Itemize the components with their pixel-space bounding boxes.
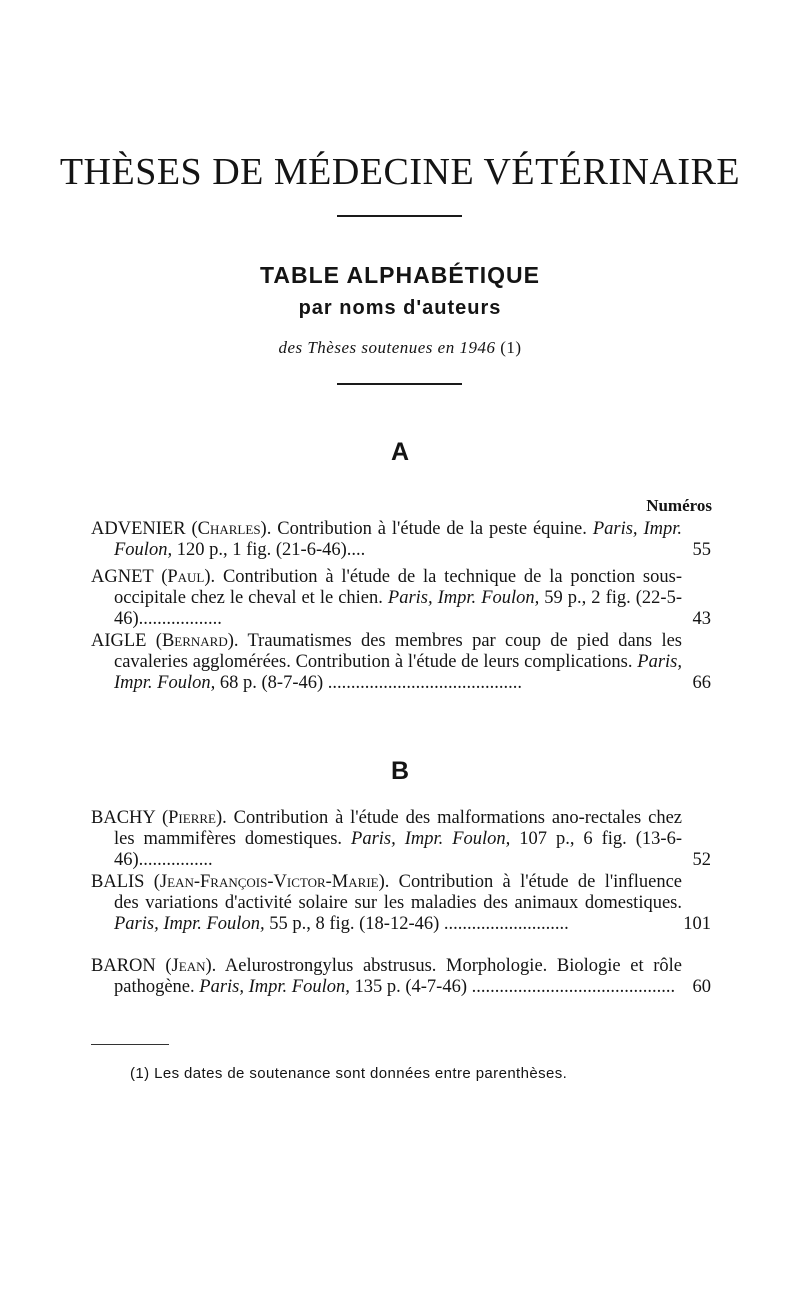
entry-number: 55	[692, 540, 711, 560]
entry-title: Traumatismes des membres par coup de pied dans les cavaleries agglomérées. Contribution à l'étude de leurs complications.	[114, 631, 682, 672]
entry-number: 52	[692, 850, 711, 870]
entry-number: 60	[692, 977, 711, 997]
subtitle-table: TABLE ALPHABÉTIQUE	[260, 262, 540, 288]
author-surname: AGNET	[91, 567, 154, 587]
entry-baron	[91, 956, 711, 998]
author-surname: ADVENIER	[91, 519, 186, 539]
entry-title: Contribution à l'étude de l'influence des variations d'activité solaire sur les maladies des animaux domestiques.	[114, 872, 682, 913]
page-title: THÈSES DE MÉDECINE VÉTÉRINAIRE	[59, 151, 741, 193]
subtitle-divider	[337, 383, 462, 385]
entry-body: AIGLE (Bernard). Traumatismes des membres par coup de pied dans les cavaleries agglomérées. Contribution à l'étude de leurs complications. Paris, Impr. Foulon, 68 p. (8-7-46) ..........................................	[91, 631, 682, 693]
entry-details: 135 p. (4-7-46)	[349, 977, 468, 997]
title-divider	[337, 215, 462, 217]
entry-details: 120 p., 1 fig. (21-6-46)	[172, 540, 347, 560]
author-surname: BARON	[91, 956, 156, 976]
footnote: (1) Les dates de soutenance sont données entre parenthèses.	[130, 1065, 568, 1082]
entry-number: 43	[692, 609, 711, 629]
entry-advenier	[91, 519, 711, 561]
author-given-name: (Pierre).	[161, 808, 227, 828]
entry-title: Aelurostrongylus abstrusus. Morphologie. Biologie et rôle pathogène.	[114, 956, 682, 997]
footnote-divider	[91, 1044, 169, 1045]
footnote-reference: (1)	[500, 338, 522, 357]
entry-details: 55 p., 8 fig. (18-12-46)	[264, 914, 440, 934]
author-surname: BACHY	[91, 808, 156, 828]
entry-details: 107 p., 6 fig. (13-6-46)	[114, 829, 682, 870]
author-given-name: (Jean-François-Victor-Marie).	[153, 872, 390, 892]
entry-publisher: Paris, Impr. Foulon,	[114, 914, 265, 934]
entry-publisher: Paris, Impr. Foulon,	[387, 588, 540, 608]
entry-aigle	[91, 631, 711, 694]
entry-title: Contribution à l'étude de la technique de la ponction sous-occipitale chez le cheval et le chien.	[114, 567, 682, 608]
entry-details: 59 p., 2 fig. (22-5-46)	[114, 588, 682, 629]
numbers-column-header: Numéros	[646, 496, 712, 515]
author-surname: BALIS	[91, 872, 145, 892]
subtitle-theses	[0, 338, 800, 358]
entry-publisher: Paris, Impr. Foulon,	[114, 652, 682, 693]
entry-number: 66	[692, 673, 711, 693]
entry-number: 101	[683, 914, 711, 934]
author-given-name: (Paul).	[161, 567, 216, 587]
entry-publisher: Paris, Impr. Foulon,	[114, 519, 682, 560]
entry-body: BARON (Jean). Aelurostrongylus abstrusus. Morphologie. Biologie et rôle pathogène. Paris, Impr. Foulon, 135 p. (4-7-46) ............................................	[91, 956, 682, 997]
entry-publisher: Paris, Impr. Foulon,	[199, 977, 350, 997]
author-surname: AIGLE	[91, 631, 147, 651]
entry-agnet	[91, 567, 711, 630]
entry-title: Contribution à l'étude des malformations ano-rectales chez les mammifères domestiques.	[114, 808, 683, 849]
author-given-name: (Charles).	[191, 519, 272, 539]
subtitle-theses-text: des Thèses soutenues en 1946	[278, 338, 496, 357]
entry-body: BACHY (Pierre). Contribution à l'étude des malformations ano-rectales chez les mammifères domestiques. Paris, Impr. Foulon, 107 p., 6 fig. (13-6-46)................	[91, 808, 683, 870]
entry-publisher: Paris, Impr. Foulon,	[351, 829, 511, 849]
entry-balis	[91, 872, 711, 935]
entry-body: ADVENIER (Charles). Contribution à l'étude de la peste équine. Paris, Impr. Foulon, 120 p., 1 fig. (21-6-46)....	[91, 519, 682, 560]
entry-title: Contribution à l'étude de la peste équine.	[271, 519, 593, 539]
entry-details: 68 p. (8-7-46)	[215, 673, 324, 693]
entry-body: AGNET (Paul). Contribution à l'étude de la technique de la ponction sous-occipitale chez le cheval et le chien. Paris, Impr. Foulon, 59 p., 2 fig. (22-5-46)..................	[91, 567, 682, 629]
author-given-name: (Jean).	[165, 956, 217, 976]
entry-bachy	[91, 808, 711, 871]
entry-body: BALIS (Jean-François-Victor-Marie). Contribution à l'étude de l'influence des variations d'activité solaire sur les maladies des animaux domestiques. Paris, Impr. Foulon, 55 p., 8 fig. (18-12-46) ...........................	[91, 872, 682, 934]
section-letter-b: B	[390, 757, 410, 785]
subtitle-authors: par noms d'auteurs	[298, 297, 502, 319]
section-letter-a: A	[390, 438, 410, 466]
author-given-name: (Bernard).	[155, 631, 239, 651]
